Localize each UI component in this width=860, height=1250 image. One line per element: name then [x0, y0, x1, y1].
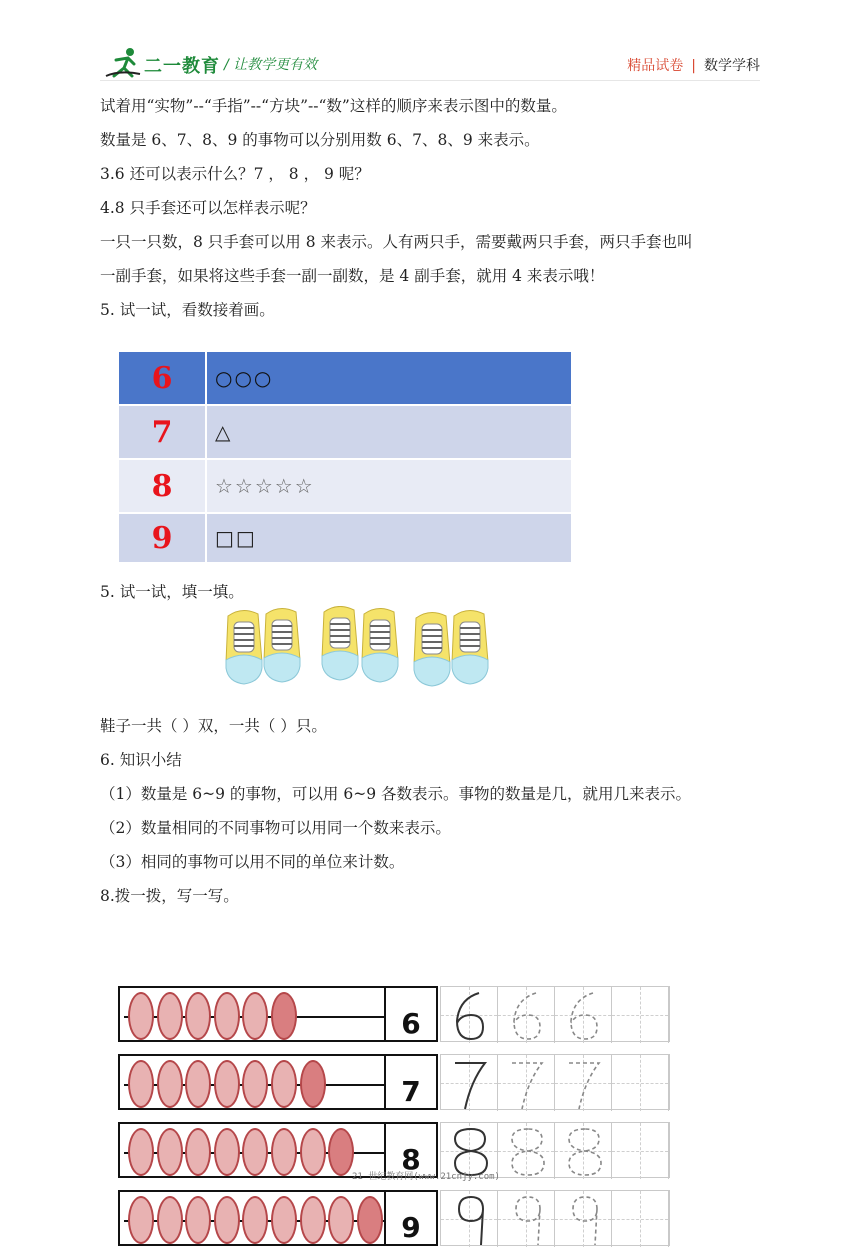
writing-grid: [440, 1190, 670, 1246]
abacus-bead: [214, 1060, 240, 1108]
abacus-bead: [242, 1128, 268, 1176]
table-row: [118, 459, 572, 513]
writing-cell[interactable]: [612, 987, 669, 1043]
writing-cell[interactable]: [441, 987, 498, 1043]
table-number: 9: [118, 513, 206, 563]
abacus-row: [118, 1190, 678, 1250]
writing-cell[interactable]: [555, 987, 612, 1043]
abacus-frame: [118, 986, 386, 1042]
abacus-number: 6: [401, 1007, 421, 1040]
text-line: 3.6 还可以表示什么？7 ， 8 ， 9 呢？: [100, 165, 370, 183]
text-line: （1）数量是 6~9 的事物，可以用 6~9 各数表示。事物的数量是几，就用几来表示。: [100, 785, 691, 803]
writing-cell[interactable]: [498, 1123, 555, 1179]
abacus-bead: [300, 1060, 326, 1108]
abacus-bead: [328, 1196, 354, 1244]
digit-trace: [555, 1055, 612, 1111]
abacus-number: 8: [401, 1143, 421, 1176]
abacus-bead: [128, 992, 154, 1040]
writing-cell[interactable]: [555, 1191, 612, 1247]
abacus-bead: [185, 1060, 211, 1108]
abacus-bead: [185, 1196, 211, 1244]
shoes-illustration: [222, 606, 494, 688]
table-number: 6: [118, 351, 206, 405]
writing-cell[interactable]: [555, 1123, 612, 1179]
abacus-bead: [185, 992, 211, 1040]
table-number: 8: [118, 459, 206, 513]
cell-guide: [612, 1219, 668, 1220]
table-shapes: ○○○: [206, 351, 572, 405]
writing-cell[interactable]: [612, 1123, 669, 1179]
writing-grid: [440, 986, 670, 1042]
digit-trace: [498, 987, 555, 1043]
text-line: 试着用“实物”--“手指”--“方块”--“数”这样的顺序来表示图中的数量。: [100, 97, 567, 115]
digit-model: [441, 1055, 498, 1111]
abacus-bead: [271, 1060, 297, 1108]
header-right: [627, 55, 760, 75]
abacus-bead: [185, 1128, 211, 1176]
abacus-frame: [118, 1190, 386, 1246]
text-line: （2）数量相同的不同事物可以用同一个数来表示。: [100, 819, 451, 837]
abacus-bead: [128, 1128, 154, 1176]
abacus-number: 7: [401, 1075, 421, 1108]
abacus-bead: [357, 1196, 383, 1244]
writing-grid: [440, 1054, 670, 1110]
abacus-bead: [157, 1196, 183, 1244]
header-divider: [100, 80, 760, 81]
table-shapes: △: [206, 405, 572, 459]
writing-cell[interactable]: [612, 1191, 669, 1247]
digit-trace: [555, 1191, 612, 1247]
watermark: 21 世纪教育网(www.21cnjy.com): [352, 1172, 500, 1182]
abacus-bead: [157, 1060, 183, 1108]
abacus-bead: [214, 992, 240, 1040]
digit-model: [441, 987, 498, 1043]
table-shapes: □□: [206, 513, 572, 563]
digit-trace: [498, 1123, 555, 1179]
abacus-bead: [271, 1128, 297, 1176]
abacus-frame: [118, 1054, 386, 1110]
text-line: 一只一只数，8 只手套可以用 8 来表示。人有两只手，需要戴两只手套，两只手套也叫: [100, 233, 693, 251]
writing-cell[interactable]: [498, 1191, 555, 1247]
abacus-bead: [328, 1128, 354, 1176]
digit-trace: [498, 1055, 555, 1111]
abacus-bead: [271, 1196, 297, 1244]
writing-cell[interactable]: [498, 987, 555, 1043]
text-line: 鞋子一共（ ）双，一共（ ）只。: [100, 717, 327, 735]
writing-cell[interactable]: [612, 1055, 669, 1111]
text-line: 4.8 只手套还可以怎样表示呢？: [100, 199, 316, 217]
digit-trace: [498, 1191, 555, 1247]
header-tag: 精品试卷: [627, 58, 684, 74]
abacus-row: [118, 1054, 678, 1114]
abacus-bead: [242, 992, 268, 1040]
text-line: 5. 试一试，看数接着画。: [100, 301, 275, 319]
text-line: （3）相同的事物可以用不同的单位来计数。: [100, 853, 405, 871]
abacus-bead: [300, 1196, 326, 1244]
brand-logo: [104, 46, 344, 82]
digit-trace: [555, 1123, 612, 1179]
number-shape-table: [117, 350, 573, 564]
writing-cell[interactable]: [555, 1055, 612, 1111]
abacus-number: 9: [401, 1211, 421, 1244]
abacus-bead: [157, 1128, 183, 1176]
text-line: 8.拨一拨，写一写。: [100, 887, 239, 905]
cell-guide: [612, 1015, 668, 1016]
cell-guide: [612, 1083, 668, 1084]
writing-cell[interactable]: [441, 1055, 498, 1111]
text-line: 5. 试一试，填一填。: [100, 583, 244, 601]
cell-guide: [612, 1151, 668, 1152]
table-row: [118, 405, 572, 459]
abacus-bead: [128, 1060, 154, 1108]
table-number: 7: [118, 405, 206, 459]
writing-cell[interactable]: [441, 1191, 498, 1247]
text-line: 6. 知识小结: [100, 751, 182, 769]
abacus-bead: [157, 992, 183, 1040]
header-subject: 数学学科: [704, 58, 760, 74]
abacus-bead: [271, 992, 297, 1040]
digit-trace: [555, 987, 612, 1043]
text-line: 一副手套，如果将这些手套一副一副数，是 4 副手套，就用 4 来表示哦！: [100, 267, 605, 285]
abacus-frame: [118, 1122, 386, 1178]
abacus-number-box: [386, 1190, 438, 1246]
abacus-number-box: [386, 1054, 438, 1110]
abacus-bead: [214, 1128, 240, 1176]
header-separator: |: [691, 58, 696, 74]
table-shapes: ☆☆☆☆☆: [206, 459, 572, 513]
table-row: [118, 351, 572, 405]
digit-model: [441, 1191, 498, 1247]
abacus-bead: [128, 1196, 154, 1244]
abacus-row: [118, 986, 678, 1046]
abacus-bead: [242, 1196, 268, 1244]
abacus-bead: [300, 1128, 326, 1176]
text-line: 数量是 6、7、8、9 的事物可以分别用数 6、7、8、9 来表示。: [100, 131, 540, 149]
runner-logo-icon: [104, 46, 144, 80]
writing-cell[interactable]: [498, 1055, 555, 1111]
abacus-bead: [242, 1060, 268, 1108]
abacus-bead: [214, 1196, 240, 1244]
abacus-number-box: [386, 986, 438, 1042]
logo-text: 二一教育: [144, 56, 220, 77]
logo-slogan: / 让教学更有效: [224, 57, 318, 73]
table-row: [118, 513, 572, 563]
